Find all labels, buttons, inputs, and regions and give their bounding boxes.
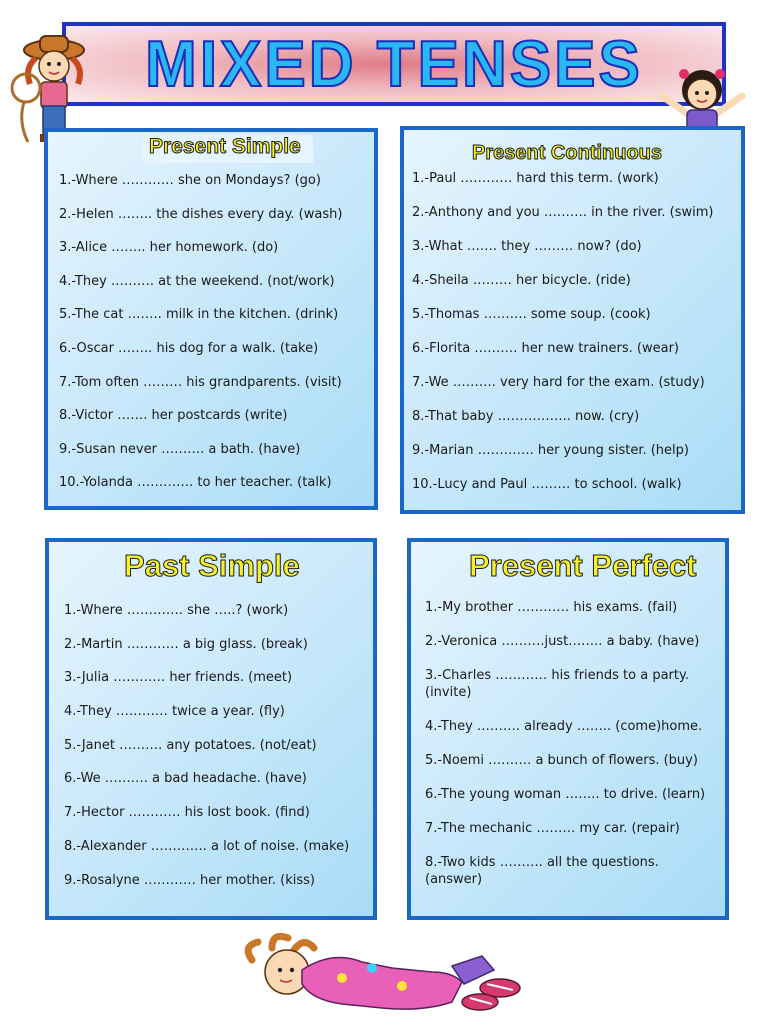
present-continuous-heading: Present Continuous	[472, 142, 663, 164]
list-item: 4.-They ………. already …….. (come)home.	[425, 719, 703, 734]
present-perfect-heading: Present Perfect	[469, 548, 697, 583]
list-item: 5.-Janet ………. any potatoes. (not/eat)	[64, 737, 317, 753]
list-item: 8.-Victor ……. her postcards (write)	[59, 408, 288, 424]
list-item: 5.-The cat …….. milk in the kitchen. (drink)	[59, 307, 339, 323]
present-simple-card	[44, 128, 378, 510]
list-item: 5.-Thomas ………. some soup. (cook)	[412, 307, 651, 322]
list-item: 7.-The mechanic ……… my car. (repair)	[425, 821, 680, 836]
list-item: 3.-Julia ………… her friends. (meet)	[64, 670, 293, 686]
girl-lying-clipart	[232, 930, 532, 1018]
list-item: 2.-Veronica ……….just…….. a baby. (have)	[425, 634, 700, 649]
list-item: 9.-Rosalyne ………… her mother. (kiss)	[64, 872, 315, 888]
list-item: 3.-Alice …….. her homework. (do)	[59, 240, 279, 256]
title-banner	[62, 22, 726, 106]
present-simple-list	[59, 172, 366, 508]
list-item: 1.-Where …………. she …..? (work)	[64, 603, 289, 618]
page-title: MIXED TENSES	[145, 27, 643, 101]
list-item: 10.-Yolanda …………. to her teacher. (talk)	[59, 475, 332, 491]
list-item: 2.-Helen …….. the dishes every day. (wash)	[59, 206, 343, 222]
list-item: 1.-Where ………… she on Mondays? (go)	[59, 173, 321, 188]
list-item: 1.-My brother ………… his exams. (fail)	[425, 600, 678, 615]
list-item: 6.-The young woman …….. to drive. (learn)	[425, 787, 706, 802]
list-item: 9.-Marian …………. her young sister. (help)	[412, 443, 689, 458]
list-item: 3.-What ……. they ……… now? (do)	[412, 239, 642, 254]
list-item: 4.-Sheila ……… her bicycle. (ride)	[412, 273, 631, 288]
list-item: 7.-We ………. very hard for the exam. (study)	[412, 375, 705, 390]
list-item: 4.-They ………… twice a year. (fly)	[64, 704, 285, 720]
list-item: 8.-That baby …………….. now. (cry)	[412, 409, 640, 424]
list-item: 2.-Anthony and you ………. in the river. (swim)	[412, 205, 714, 220]
list-item: 8.-Alexander …………. a lot of noise. (make)	[64, 838, 350, 854]
list-item: 6.-Florita ………. her new trainers. (wear)	[412, 341, 679, 356]
present-perfect-card	[407, 538, 729, 920]
list-item: 3.-Charles ………… his friends to a party. (invite)	[425, 668, 689, 700]
list-item: 10.-Lucy and Paul ……… to school. (walk)	[412, 477, 682, 492]
present-perfect-list	[425, 599, 715, 905]
list-item: 7.-Tom often ……… his grandparents. (visit)	[59, 374, 342, 390]
list-item: 8.-Two kids ………. all the questions. (answer)	[425, 855, 659, 887]
list-item: 6.-Oscar …….. his dog for a walk. (take)	[59, 340, 319, 356]
present-continuous-list	[412, 170, 733, 510]
past-simple-heading: Past Simple	[124, 548, 300, 583]
list-item: 6.-We ………. a bad headache. (have)	[64, 771, 307, 787]
present-continuous-card	[400, 126, 745, 514]
list-item: 1.-Paul ………… hard this term. (work)	[412, 171, 659, 186]
past-simple-list	[64, 602, 365, 905]
list-item: 9.-Susan never ………. a bath. (have)	[59, 441, 301, 457]
list-item: 7.-Hector ………… his lost book. (find)	[64, 805, 310, 821]
list-item: 2.-Martin ………… a big glass. (break)	[64, 636, 308, 652]
list-item: 5.-Noemi ………. a bunch of flowers. (buy)	[425, 753, 698, 768]
list-item: 4.-They ………. at the weekend. (not/work)	[59, 273, 335, 289]
present-simple-heading: Present Simple	[143, 135, 313, 163]
past-simple-card	[45, 538, 377, 920]
